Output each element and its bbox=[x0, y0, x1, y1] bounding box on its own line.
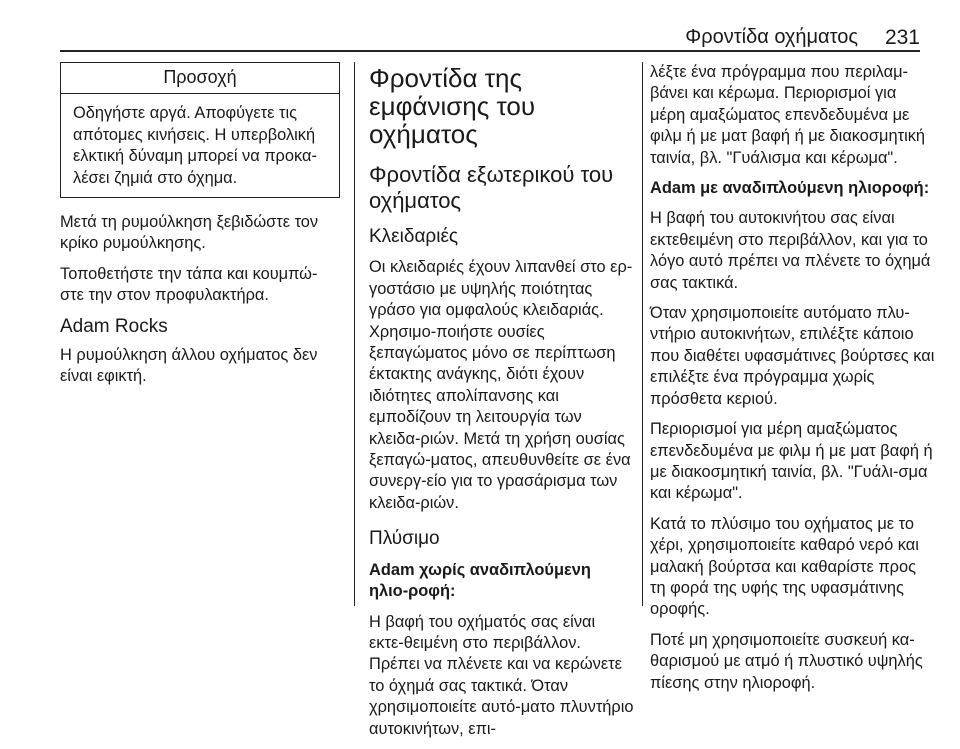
column-divider bbox=[642, 62, 643, 606]
chapter-heading: Φροντίδα της εμφάνισης του οχήματος bbox=[369, 63, 536, 149]
running-title: Φροντίδα οχήματος bbox=[685, 26, 858, 48]
paragraph: Η ρυμούλκηση άλλου οχήματος δεν είναι εφικτή. bbox=[60, 346, 318, 386]
paragraph: Όταν χρησιμοποιείτε αυτόματο πλυ-ντήριο αυτοκινήτων, επιλέξτε κάποιο που διαθέτει υφασμάτινες βούρτσες και επιλέξτε ένα πρόγραμμα χωρίς πρόσθετα κεριού. bbox=[650, 304, 935, 408]
column-left bbox=[60, 62, 340, 397]
page-number: 231 bbox=[884, 26, 920, 49]
bold-lead: Adam με αναδιπλούμενη ηλιοροφή: bbox=[650, 179, 930, 198]
subsection-heading: Κλειδαριές bbox=[369, 226, 459, 247]
paragraph: Ποτέ μη χρησιμοποιείτε συσκευή κα-θαρισμού με ατμό ή πλυστικό υψηλής πίεσης στην ηλιοροφή. bbox=[650, 630, 923, 692]
page-header bbox=[60, 12, 920, 52]
section-heading: Φροντίδα εξωτερικού του οχήματος bbox=[369, 162, 614, 213]
paragraph: Μετά τη ρυμούλκηση ξεβιδώστε τον κρίκο ρυμούλκησης. bbox=[60, 213, 319, 253]
warning-text: Οδηγήστε αργά. Αποφύγετε τις απότομες κινήσεις. Η υπερβολική ελκτική δύναμη μπορεί να προκα-λέσει ζημιά στο όχημα. bbox=[73, 104, 317, 187]
column-middle bbox=[369, 62, 634, 749]
section-heading: Adam Rocks bbox=[60, 315, 168, 337]
bold-lead: Adam χωρίς αναδιπλούμενη ηλιο-ροφή: bbox=[369, 560, 591, 601]
warning-title: Προσοχή bbox=[61, 63, 339, 94]
column-right bbox=[650, 62, 935, 703]
paragraph: Η βαφή του αυτοκινήτου σας είναι εκτεθειμένη στο περιβάλλον, και για το λόγο αυτό πρέπει να πλένετε το όχημά σας τακτικά. bbox=[650, 209, 931, 292]
subsection-heading: Πλύσιμο bbox=[369, 528, 440, 550]
paragraph: Τοποθετήστε την τάπα και κουμπώ-στε την στον προφυλακτήρα. bbox=[60, 264, 318, 305]
paragraph: Κατά το πλύσιμο του οχήματος με το χέρι, χρησιμοποιείτε καθαρό νερό και μαλακή βούρτσα και καθαρίστε προς τη φορά της υφής της υφασμάτινης οροφής. bbox=[650, 514, 919, 619]
warning-box bbox=[60, 62, 340, 198]
column-divider bbox=[354, 62, 355, 606]
paragraph: λέξτε ένα πρόγραμμα που περιλαμ-βάνει και κέρωμα. Περιορισμοί για μέρη αμαξώματος επενδεδυμένα με φιλμ ή με ματ βαφή ή με διακοσμητική ταινία, βλ. "Γυάλισμα και κέρωμα". bbox=[650, 63, 926, 167]
paragraph: Οι κλειδαριές έχουν λιπανθεί στο ερ-γοστάσιο με υψηλής ποιότητας γράσο για ομφαλούς κλειδαριάς. Χρησιμο-ποιήστε ουσίες ξεπαγώματος μόνο σε περίπτωση έκτακτης ανάγκης, διότι έχουν ιδιότητες απολίπανσης και εμποδίζουν τη λειτουργία των κλειδα-ριών. Μετά τη χρήση ουσίας ξεπαγώ-ματος, απευθυνθείτε σε ένα συνεργ-είο για το γρασάρισμα των κλειδα-ριών. bbox=[369, 258, 633, 512]
paragraph: Περιορισμοί για μέρη αμαξώματος επενδεδυμένα με φιλμ ή με ματ βαφή ή με διακοσμητική ταινία, βλ. "Γυάλι-σμα και κέρωμα". bbox=[650, 420, 933, 503]
paragraph: Η βαφή του οχήματός σας είναι εκτε-θειμένη στο περιβάλλον. Πρέπει να πλένετε και να κερώνετε το όχημά σας τακτικά. Όταν χρησιμοποιείτε αυτό-ματο πλυντήριο αυτοκινήτων, επι- bbox=[369, 612, 634, 738]
